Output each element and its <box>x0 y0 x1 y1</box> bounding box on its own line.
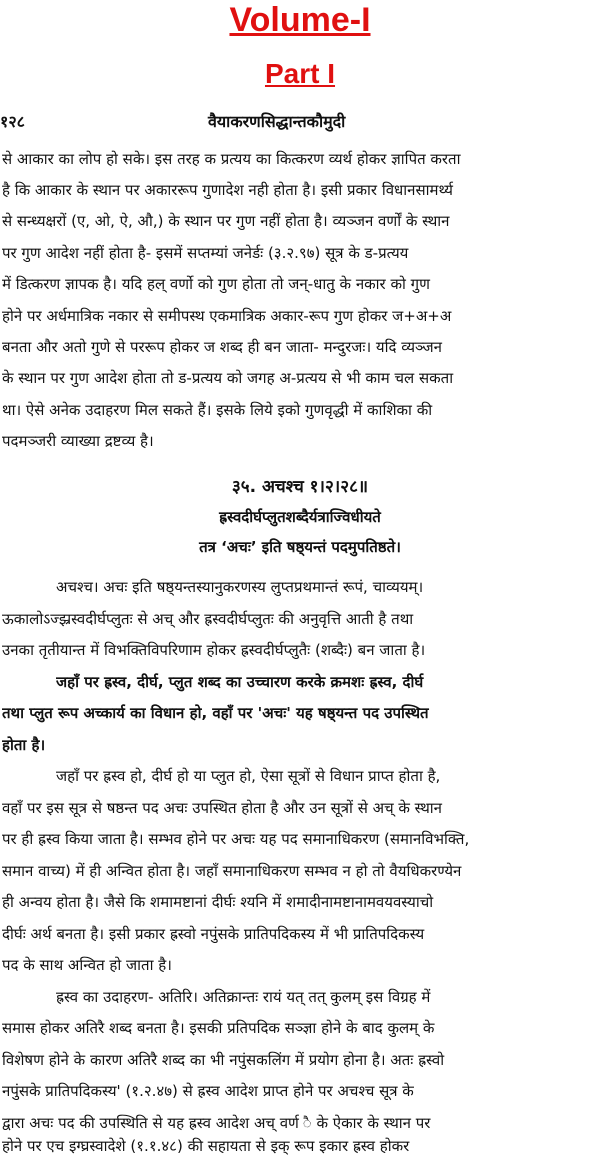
text-line: समास होकर अतिरै शब्द बनता है। इसकी प्रतिपदिक सञ्ज्ञा होने के बाद कुलम् के <box>2 1019 435 1037</box>
text-line: है कि आकार के स्थान पर अकाररूप गुणादेश नही होता है। इसी प्रकार विधानसामर्थ्य <box>2 181 453 199</box>
text-line: पद के साथ अन्वित हो जाता है। <box>2 956 172 974</box>
text-line: विशेषण होने के कारण अतिरै शब्द का भी नपुंसकलिंग में प्रयोग होना है। अतः ह्रस्वो <box>2 1051 445 1069</box>
text-line: बनता और अतो गुणे से पररूप होकर ज शब्द ही बन जाता- मन्दुरजः। यदि व्यञ्जन <box>2 338 442 356</box>
text-line: पर गुण आदेश नहीं होता है- इसमें सप्तम्यां जनेर्डः (३.२.९७) सूत्र के ड-प्रत्यय <box>2 244 409 262</box>
text-line: तथा प्लुत रूप अच्कार्य का विधान हो, वहाँ पर 'अचः' यह षष्ठ्यन्त पद उपस्थित <box>2 704 429 722</box>
sutra-vritti: ह्रस्वदीर्घप्लुतशब्दैर्यत्राज्विधीयते <box>219 508 381 526</box>
text-line: अचश्च। अचः इति षष्ठ्यन्तस्यानुकरणस्य लुप्तप्रथमान्तं रूपं, चाव्ययम्। <box>56 578 424 596</box>
text-line: पर ही ह्रस्व किया जाता है। सम्भव होने पर अचः यह पद समानाधिकरण (समानविभक्ति, <box>2 830 470 848</box>
text-line: होता है। <box>2 736 46 754</box>
text-line: से आकार का लोप हो सके। इस तरह क प्रत्यय का कित्करण व्यर्थ होकर ज्ञापित करता <box>2 150 461 168</box>
text-line: उनका तृतीयान्त में विभक्तिविपरिणाम होकर ह्रस्वदीर्घप्लुतैः (शब्दैः) बन जाता है। <box>2 641 426 659</box>
page-number: १२८ <box>0 112 25 131</box>
text-line: समान वाच्य) में ही अन्वित होता है। जहाँ समानाधिकरण सम्भव न हो तो वैयधिकरण्येन <box>2 862 462 880</box>
text-line: होने पर एच इग्घ्रस्वादेशे (१.१.४८) की सहायता से इक् रूप इकार ह्रस्व होकर <box>2 1137 410 1155</box>
text-line: जहाँ पर ह्रस्व हो, दीर्घ हो या प्लुत हो, ऐसा सूत्रों से विधान प्राप्त होता है, <box>56 767 441 785</box>
part-heading: Part I <box>264 58 336 89</box>
book-title: वैयाकरणसिद्धान्तकौमुदी <box>208 112 346 131</box>
text-line: ही अन्वय होता है। जैसे कि शमामष्टानां दीर्घः श्यनि में शमादीनामष्टानामवयवस्याचो <box>2 893 434 911</box>
text-line: द्वारा अचः पद की उपस्थिति से यह ह्रस्व आदेश अच् वर्ण ै के ऐकार के स्थान पर <box>2 1114 431 1132</box>
text-line: दीर्घः अर्थ बनता है। इसी प्रकार ह्रस्वो नपुंसके प्रातिपदिकस्य में भी प्रातिपदिकस्य <box>2 925 425 943</box>
text-line: पदमञ्जरी व्याख्या द्रष्टव्य है। <box>2 432 154 450</box>
text-line: वहाँ पर इस सूत्र से षष्ठन्त पद अचः उपस्थित होता है और उन सूत्रों से अच् के स्थान <box>2 799 442 817</box>
sutra-heading: ३५. अचश्च १।२।२८॥ <box>231 477 369 497</box>
text-line: ऊकालोऽज्झ्रस्वदीर्घप्लुतः से अच् और ह्रस्वदीर्घप्लुतः की अनुवृत्ति आती है तथा <box>2 610 414 628</box>
text-line: था। ऐसे अनेक उदाहरण मिल सकते हैं। इसके लिये इको गुणवृद्धी में काशिका की <box>2 401 433 419</box>
sutra-vritti-2: तत्र ‘अचः’ इति षष्ठ्यन्तं पदमुपतिष्ठते। <box>199 538 401 556</box>
text-line: में डित्करण ज्ञापक है। यदि हल् वर्णो को गुण होता तो जन्-धातु के नकार को गुण <box>2 275 430 293</box>
text-line: के स्थान पर गुण आदेश होता तो ड-प्रत्यय को जगह अ-प्रत्यय से भी काम चल सकता <box>2 369 454 387</box>
text-line: जहाँ पर ह्रस्व, दीर्घ, प्लुत शब्द का उच्चारण करके क्रमशः ह्रस्व, दीर्घ <box>56 673 424 691</box>
text-line: ह्रस्व का उदाहरण- अतिरि। अतिक्रान्तः रायं यत् तत् कुलम् इस विग्रह में <box>56 988 431 1006</box>
volume-heading: Volume-I <box>229 1 371 39</box>
text-line: से सन्ध्यक्षरों (ए, ओ, ऐ, औ,) के स्थान पर गुण नहीं होता है। व्यञ्जन वर्णों के स्थान <box>2 212 450 230</box>
text-line: होने पर अर्धमात्रिक नकार से समीपस्थ एकमात्रिक अकार-रूप गुण होकर ज+अ+अ <box>2 307 452 325</box>
text-line: नपुंसके प्रातिपदिकस्य' (१.२.४७) से ह्रस्व आदेश प्राप्त होने पर अचश्च सूत्र के <box>2 1082 414 1100</box>
